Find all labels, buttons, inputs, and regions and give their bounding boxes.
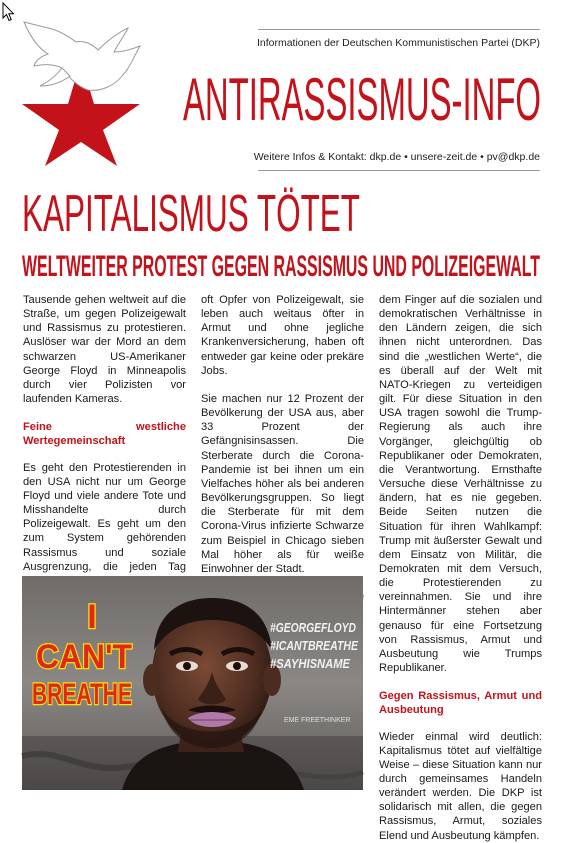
header-rule-bottom [258, 170, 540, 171]
org-line: Informationen der Deutschen Kommunistischen Partei (DKP) [256, 37, 540, 49]
paragraph: Es geht den Protestierenden in den USA nicht nur um George Floyd und viele andere Tote und Misshandelte durch Polizeigewalt. Es geht um den zum System gehörenden Rassismus und soziale Ausgrenzung, die jeden Tag [23, 461, 186, 573]
mural-hashtag-3: #SAYHISNAME [270, 656, 351, 671]
headline [22, 183, 362, 243]
paragraph: dem Finger auf die sozialen und demokratischen Verhältnisse in den Ländern zeigen, die sich ihnen nicht unterordnen. Das sind die „westlichen Werte“, die es überall auf der Welt mit NATO-Kriegen zu verteidigen gilt. Für diese Situation in den USA tragen sowohl die Trump-Regierung als auch ihre Vorgänger, gleichgültig ob Republikaner oder Demokraten, die Verantwortung. Ernsthafte Versuche diese Verhältnisse zu ändern, hat es nie gegeben. Beide Seiten nutzen die Situation für ihren Wahlkampf: Trump mit äußerster Gewalt und dem Einsatz von Militär, die Demokraten mit dem Versuch, die Protestierenden zu vereinnahmen. Sie und ihre Hintermänner stehen aber genauso für eine Fortsetzung von Rassismus, Armut und Ausbeutung wie Trumps Republikaner. [379, 294, 542, 675]
subheadline-text: WELTWEITER PROTEST GEGEN RASSISMUS UND POLIZEIGEWALT [22, 250, 540, 283]
mural-signature: EME FREETHINKER [284, 717, 351, 724]
paragraph: Sie machen nur 12 Prozent der Bevölkerung der USA aus, aber 33 Prozent der Gefängnisinsassen. Die Sterberate durch die Corona-Pandemie ist bei ihnen um ein Vielfaches höher als bei anderen Bevölkerungsgruppen. So liegt die Sterberate für mit dem Corona-Virus infizierte Schwarze zum Beispiel in Chicago sieben Mal höher als für weiße Einwohner der Stadt. [201, 392, 364, 575]
contact-line: Weitere Infos & Kontakt: dkp.de • unsere-zeit.de • pv@dkp.de [253, 151, 540, 163]
header-rule-top [258, 29, 540, 30]
mural-photo [22, 576, 363, 790]
mural-hashtag-1: #GEORGEFLOYD [270, 620, 357, 635]
subheadline [22, 246, 542, 283]
masthead [183, 66, 543, 133]
dove-icon [24, 22, 140, 90]
mural-illustration [22, 576, 363, 790]
section-heading: Gegen Rassismus, Armut und Ausbeutung [379, 690, 542, 717]
masthead-title: ANTIRASSISMUS-INFO [183, 66, 541, 133]
cursor-icon [2, 2, 16, 22]
article-column-1 [23, 293, 186, 616]
section-heading: Feine westliche Wertegemeinschaft [23, 421, 186, 448]
article-column-3 [379, 293, 542, 843]
mural-hashtag-2: #ICANTBREATHE [270, 638, 359, 653]
headline-text: KAPITALISMUS TÖTET [22, 185, 360, 243]
paragraph: oft Opfer von Polizeigewalt, sie leben auch weitaus öfter in Armut und ohne jegliche Krankenversicherung, haben oft entweder gar keine oder prekäre Jobs. [201, 294, 364, 377]
paragraph: Tausende gehen weltweit auf die Straße, um gegen Polizeigewalt und Rassismus zu protestieren. Auslöser war der Mord an dem schwarzen US-Amerikaner George Floyd in Minneapolis durch vier Polizisten vor laufenden Kameras. [23, 294, 186, 406]
paragraph: Wieder einmal wird deutlich: Kapitalismus tötet auf vielfältige Weise – diese Situation kann nur durch gemeinsames Handeln verändert werden. Die DKP ist solidarisch mit allen, die gegen Rassismus, Armut, soziales Elend und Ausbeutung kämpfen. [379, 730, 542, 842]
mural-slogan-line-1: I [87, 598, 97, 636]
dkp-logo [18, 16, 144, 166]
mural-slogan-line-3: BREATHE [32, 678, 132, 711]
mural-slogan-line-2: CAN'T [36, 638, 133, 676]
